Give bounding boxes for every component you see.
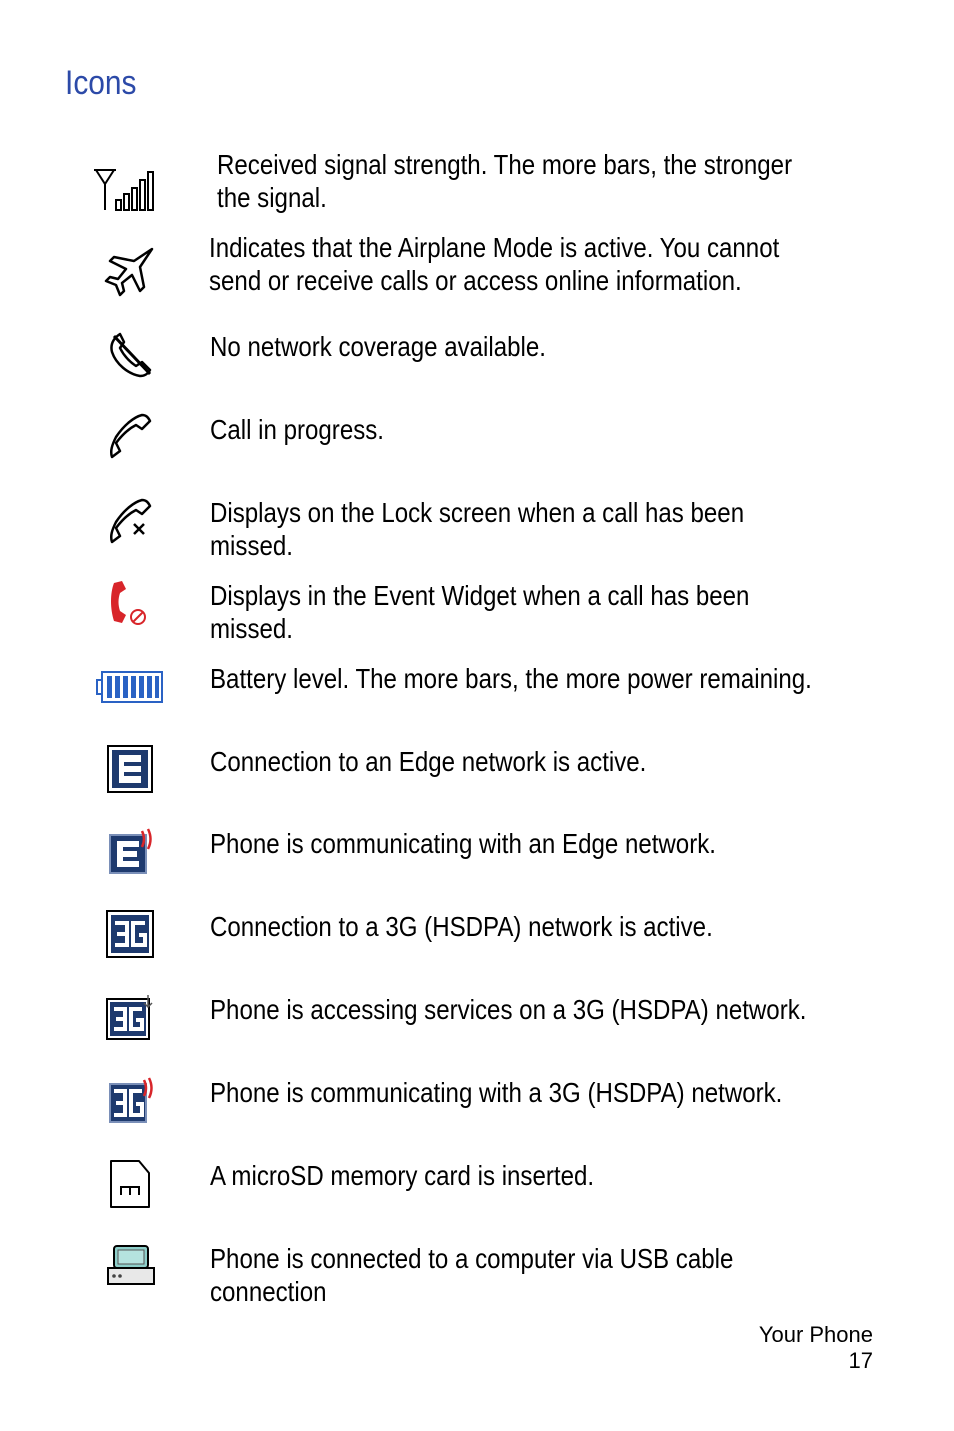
icon-description: Displays on the Lock screen when a call has been missed. bbox=[210, 497, 745, 561]
page-number: 17 bbox=[848, 1348, 873, 1373]
microsd-icon bbox=[109, 1159, 153, 1211]
airplane-mode-icon bbox=[104, 245, 156, 297]
battery-level-icon bbox=[96, 670, 164, 704]
page-title: Icons bbox=[65, 64, 137, 102]
icon-description: Call in progress. bbox=[210, 414, 384, 445]
3g-active-icon bbox=[106, 910, 154, 958]
page-footer bbox=[759, 1322, 873, 1374]
icon-description: Indicates that the Airplane Mode is active. You cannot send or receive calls or access online information. bbox=[209, 232, 780, 296]
edge-communicating-icon bbox=[108, 827, 156, 875]
usb-connection-icon bbox=[106, 1244, 156, 1288]
icon-description: A microSD memory card is inserted. bbox=[210, 1160, 595, 1191]
edge-active-icon bbox=[107, 745, 153, 793]
call-in-progress-icon bbox=[106, 413, 154, 461]
icon-description: Connection to an Edge network is active. bbox=[210, 746, 647, 777]
icon-description: Displays in the Event Widget when a call has been missed. bbox=[210, 580, 750, 644]
3g-communicating-icon bbox=[108, 1076, 156, 1124]
3g-accessing-icon bbox=[106, 993, 156, 1041]
icon-description: Battery level. The more bars, the more power remaining. bbox=[210, 663, 812, 694]
icon-description: Connection to a 3G (HSDPA) network is active. bbox=[210, 911, 713, 942]
icon-description: No network coverage available. bbox=[210, 331, 546, 362]
missed-call-widget-icon bbox=[108, 579, 150, 629]
icon-description: Phone is communicating with a 3G (HSDPA) network. bbox=[210, 1077, 783, 1108]
footer-section: Your Phone bbox=[758, 1322, 873, 1347]
icon-description: Phone is accessing services on a 3G (HSDPA) network. bbox=[210, 994, 807, 1025]
missed-call-lock-icon bbox=[106, 498, 154, 546]
no-network-icon bbox=[106, 330, 154, 380]
icon-description: Phone is connected to a computer via USB cable connection bbox=[210, 1243, 734, 1307]
signal-strength-icon bbox=[92, 168, 166, 212]
icon-description: Phone is communicating with an Edge network. bbox=[210, 828, 716, 859]
icon-description: Received signal strength. The more bars, the stronger the signal. bbox=[217, 149, 793, 213]
